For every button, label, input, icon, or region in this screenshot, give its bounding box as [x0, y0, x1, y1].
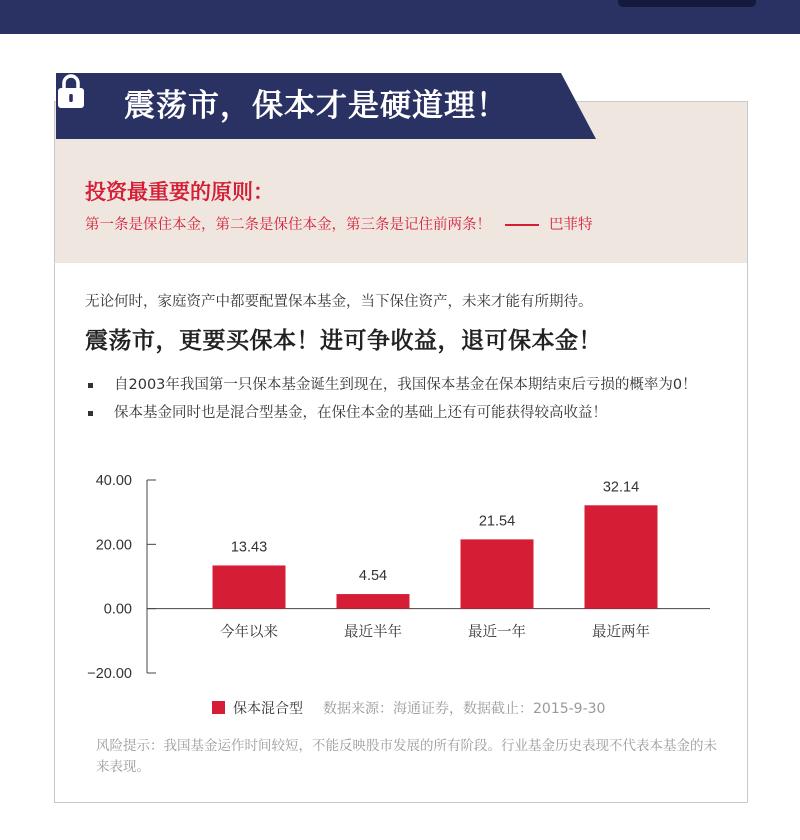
bar-value-label: 13.43 — [230, 539, 268, 556]
bullet-list — [88, 373, 728, 429]
y-tick-label: 40.00 — [95, 473, 132, 489]
chart-legend — [212, 698, 605, 718]
x-category-label: 最近两年 — [592, 624, 650, 641]
y-tick-label: −20.00 — [87, 666, 132, 682]
principle-quote — [85, 213, 593, 234]
legend-swatch — [212, 701, 225, 714]
bullet-item — [88, 373, 728, 398]
bar — [585, 505, 658, 608]
lock-icon — [56, 73, 86, 109]
x-category-label: 最近一年 — [468, 624, 526, 641]
data-source: 数据来源：海通证券，数据截止：2015-9-30 — [323, 701, 606, 717]
bullet-text: 自2003年我国第一只保本基金诞生到现在，我国保本基金在保本期结束后亏损的概率为0！ — [114, 377, 697, 393]
y-tick-label: 0.00 — [103, 601, 132, 618]
intro-text: 无论何时，家庭资产中都要配置保本基金，当下保住资产，未来才能有所期待。 — [85, 294, 593, 310]
top-header-tab — [618, 0, 756, 7]
legend-label: 保本混合型 — [233, 701, 303, 717]
title-banner — [56, 73, 596, 139]
x-category-label: 今年以来 — [220, 624, 278, 641]
risk-note: 风险提示：我国基金运作时间较短，不能反映股市发展的所有阶段。行业基金历史表现不代表本基金的未来表现。 — [96, 738, 717, 775]
x-category-label: 最近半年 — [344, 624, 402, 641]
bar-chart — [80, 468, 740, 698]
bullet-dot — [88, 411, 93, 416]
bar — [337, 594, 410, 609]
bullet-text: 保本基金同时也是混合型基金，在保住本金的基础上还有可能获得较高收益！ — [114, 405, 607, 421]
bar — [213, 565, 286, 608]
bar — [461, 539, 534, 608]
quote-text: 第一条是保住本金，第二条是保住本金，第三条是记住前两条！ — [85, 217, 491, 233]
principle-title: 投资最重要的原则： — [85, 180, 274, 204]
quote-dash — [505, 224, 539, 226]
bar-value-label: 21.54 — [478, 513, 516, 530]
headline: 震荡市，更要买保本！进可争收益，退可保本金！ — [85, 328, 602, 354]
bullet-dot — [88, 383, 93, 388]
quote-author: 巴菲特 — [549, 217, 593, 233]
bar-value-label: 32.14 — [602, 479, 640, 496]
chart-canvas — [80, 468, 740, 698]
y-tick-label: 20.00 — [95, 537, 132, 554]
bar-value-label: 4.54 — [358, 568, 388, 585]
bullet-item — [88, 401, 728, 426]
banner-title: 震荡市，保本才是硬道理！ — [124, 88, 508, 124]
